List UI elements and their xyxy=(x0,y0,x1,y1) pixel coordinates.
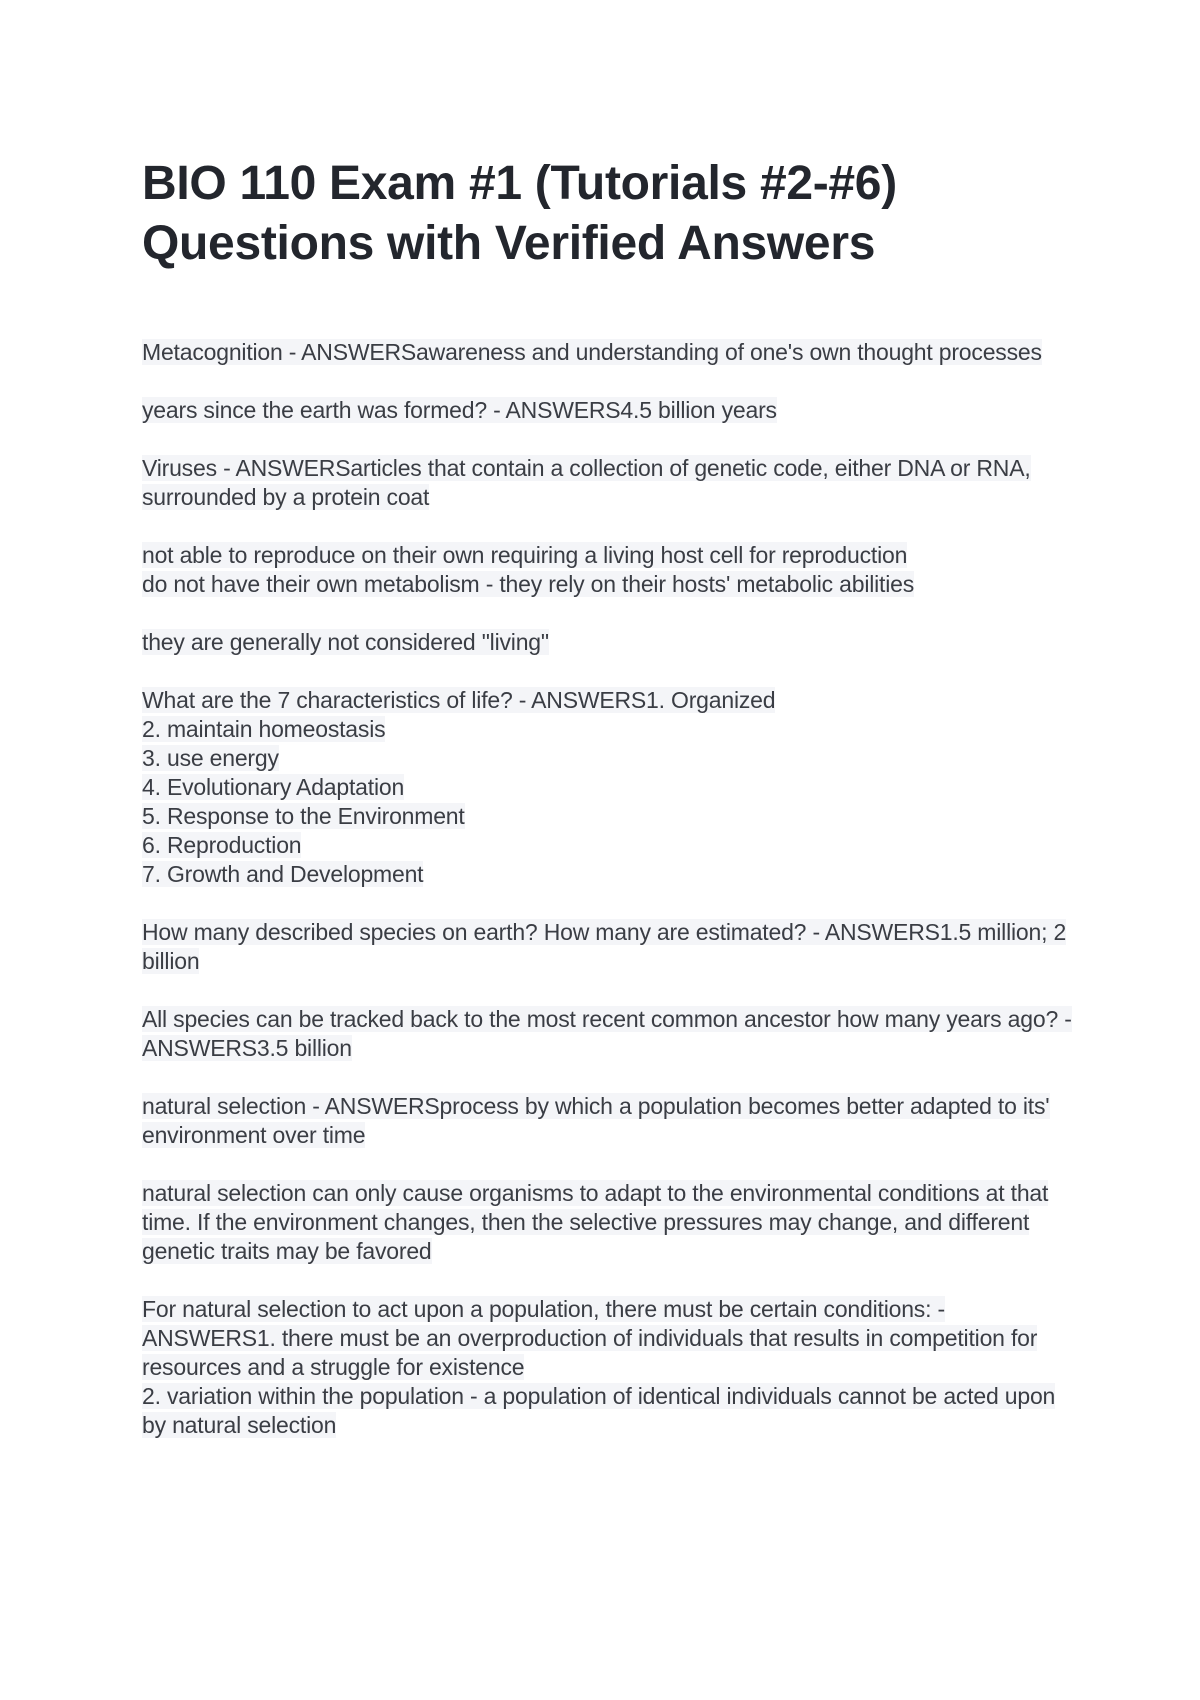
list-line: 2. maintain homeostasis xyxy=(142,716,386,742)
list-line: 6. Reproduction xyxy=(142,832,302,858)
qa-natural-selection xyxy=(142,1092,1072,1150)
qa-text: they are generally not considered "living" xyxy=(142,629,549,655)
qa-viruses xyxy=(142,454,1072,512)
qa-text: years since the earth was formed? - ANSWERS4.5 billion years xyxy=(142,397,777,423)
qa-common-ancestor xyxy=(142,1005,1072,1063)
qa-text: All species can be tracked back to the most recent common ancestor how many years ago? - ANSWERS3.5 billion xyxy=(142,1006,1072,1061)
title-line-2: Questions with Verified Answers xyxy=(142,217,876,270)
list-line: 7. Growth and Development xyxy=(142,861,424,887)
condition-line: For natural selection to act upon a population, there must be certain conditions: - ANSWERS1. there must be an overproduction of individuals that results in competition for resources and a struggle for existence xyxy=(142,1296,1038,1380)
title-line-1: BIO 110 Exam #1 (Tutorials #2-#6) xyxy=(142,157,897,210)
qa-text: natural selection - ANSWERSprocess by which a population becomes better adapted to its' environment over time xyxy=(142,1093,1050,1148)
qa-metacognition xyxy=(142,338,1072,367)
natural-selection-note xyxy=(142,1179,1072,1266)
list-line: 4. Evolutionary Adaptation xyxy=(142,774,405,800)
list-line: What are the 7 characteristics of life? - ANSWERS1. Organized xyxy=(142,687,776,713)
qa-natural-selection-conditions xyxy=(142,1295,1072,1440)
qa-text: Viruses - ANSWERSarticles that contain a collection of genetic code, either DNA or RNA, surrounded by a protein coat xyxy=(142,455,1031,510)
document-page xyxy=(142,154,1072,1440)
qa-characteristics-of-life xyxy=(142,686,1072,889)
viruses-living-note xyxy=(142,628,1072,657)
list-line: 5. Response to the Environment xyxy=(142,803,465,829)
detail-line: do not have their own metabolism - they rely on their hosts' metabolic abilities xyxy=(142,571,915,597)
qa-species-count xyxy=(142,918,1072,976)
viruses-details xyxy=(142,541,1072,599)
qa-text: natural selection can only cause organisms to adapt to the environmental conditions at that time. If the environment changes, then the selective pressures may change, and different genetic traits may be favored xyxy=(142,1180,1049,1264)
qa-text: How many described species on earth? How many are estimated? - ANSWERS1.5 million; 2 billion xyxy=(142,919,1067,974)
document-title xyxy=(142,154,1072,274)
condition-line: 2. variation within the population - a population of identical individuals cannot be acted upon by natural selection xyxy=(142,1383,1056,1438)
list-line: 3. use energy xyxy=(142,745,279,771)
qa-earth-age xyxy=(142,396,1072,425)
detail-line: not able to reproduce on their own requiring a living host cell for reproduction xyxy=(142,542,908,568)
qa-text: Metacognition - ANSWERSawareness and understanding of one's own thought processes xyxy=(142,339,1042,365)
